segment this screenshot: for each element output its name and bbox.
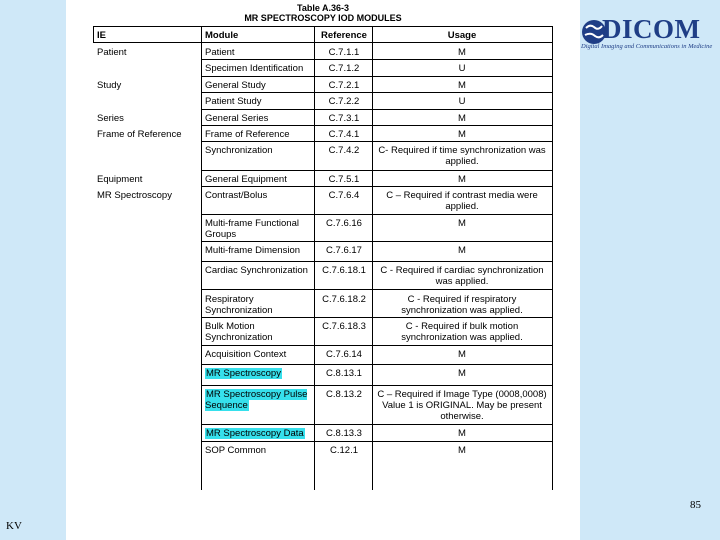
row-rule (201, 59, 552, 60)
row-module (205, 129, 313, 140)
column-rule (93, 26, 94, 42)
row-usage: M (458, 428, 466, 439)
row-usage: M (458, 174, 466, 185)
row-reference: C.7.6.14 (326, 349, 362, 360)
row-module (205, 174, 313, 185)
row-usage: M (458, 218, 466, 229)
row-module (205, 63, 313, 74)
row-rule (201, 125, 552, 126)
module-text: Synchronization (205, 145, 273, 156)
column-rule (314, 26, 315, 490)
table-title: Table A.36-3 (296, 3, 350, 13)
row-ie: Series (97, 113, 124, 124)
module-text: Multi-frame Functional Groups (205, 218, 299, 240)
logo-tagline: Digital Imaging and Communications in Medicine (581, 43, 713, 50)
row-ie: Study (97, 80, 122, 91)
header-reference: Reference (321, 30, 367, 41)
row-usage: C – Required if contrast media were applied. (386, 190, 538, 212)
row-module (205, 218, 313, 240)
table-rule (93, 26, 552, 27)
module-text: SOP Common (205, 445, 267, 456)
row-reference: C.7.1.1 (328, 47, 360, 58)
row-reference: C.8.13.3 (326, 428, 362, 439)
column-rule (552, 26, 553, 490)
row-rule (201, 241, 552, 242)
module-text: General Study (205, 80, 266, 91)
row-reference: C.7.6.18.1 (322, 265, 366, 276)
row-reference: C.7.6.17 (326, 245, 362, 256)
module-text: Multi-frame Dimension (205, 245, 301, 256)
row-rule (201, 345, 552, 346)
page-number: 85 (690, 499, 701, 511)
row-reference: C.7.6.18.2 (322, 294, 366, 305)
row-rule (201, 141, 552, 142)
row-rule (201, 317, 552, 318)
row-reference: C.8.13.2 (326, 389, 362, 400)
row-module (205, 47, 313, 58)
row-reference: C.7.6.16 (326, 218, 362, 229)
row-module (205, 294, 313, 316)
row-rule (201, 76, 552, 77)
row-usage: M (458, 245, 466, 256)
row-module (205, 368, 313, 379)
row-module (205, 349, 313, 360)
module-text: MR Spectroscopy Pulse Sequence (205, 389, 308, 411)
row-usage: M (458, 113, 466, 124)
row-rule (201, 385, 552, 386)
module-text: MR Spectroscopy (206, 368, 281, 379)
row-reference: C.7.3.1 (328, 113, 360, 124)
row-reference: C.7.4.2 (328, 145, 360, 156)
row-usage: C - Required if bulk motion synchronization was applied. (401, 321, 523, 343)
module-text: General Series (205, 113, 269, 124)
module-text: General Equipment (205, 174, 287, 185)
row-usage: M (458, 80, 466, 91)
logo-text: DICOM (602, 14, 701, 44)
row-module (205, 190, 313, 201)
row-module (205, 80, 313, 91)
module-text: Cardiac Synchronization (205, 265, 308, 276)
module-text: Patient Study (205, 96, 262, 107)
row-ie: MR Spectroscopy (97, 190, 172, 201)
row-module (205, 389, 313, 411)
row-reference: C.8.13.1 (326, 368, 362, 379)
row-usage: M (458, 349, 466, 360)
row-usage: U (458, 96, 466, 107)
table-subtitle: MR SPECTROSCOPY IOD MODULES (244, 13, 402, 23)
row-usage: U (458, 63, 466, 74)
module-text: Respiratory Synchronization (205, 294, 273, 316)
module-text: Specimen Identification (205, 63, 304, 74)
author-initials: KV (6, 520, 22, 532)
row-module (205, 245, 313, 256)
row-usage: M (458, 445, 466, 456)
row-ie: Frame of Reference (97, 129, 182, 140)
row-rule (201, 214, 552, 215)
module-text: Patient (205, 47, 235, 58)
row-reference: C.7.6.18.3 (322, 321, 366, 332)
row-usage: C – Required if Image Type (0008,0008) Value 1 is ORIGINAL. May be present otherwise. (377, 389, 547, 422)
row-reference: C.7.5.1 (328, 174, 360, 185)
row-ie: Patient (97, 47, 127, 58)
row-module (205, 96, 313, 107)
header-ie: IE (97, 30, 106, 41)
module-text: Bulk Motion Synchronization (205, 321, 273, 343)
row-module (205, 445, 313, 456)
row-reference: C.7.1.2 (328, 63, 360, 74)
header-module: Module (205, 30, 239, 41)
row-reference: C.7.6.4 (328, 190, 360, 201)
row-rule (201, 441, 552, 442)
header-usage: Usage (447, 30, 477, 41)
column-rule (372, 26, 373, 490)
module-text: MR Spectroscopy Data (206, 428, 304, 439)
row-reference: C.7.2.1 (328, 80, 360, 91)
row-rule (201, 261, 552, 262)
row-usage: M (458, 368, 466, 379)
row-rule (201, 109, 552, 110)
table-rule (93, 42, 552, 43)
row-module (205, 428, 313, 439)
row-reference: C.7.4.1 (328, 129, 360, 140)
row-usage: C - Required if respiratory synchronization was applied. (401, 294, 523, 316)
module-text: Acquisition Context (205, 349, 287, 360)
row-reference: C.12.1 (330, 445, 358, 456)
row-rule (201, 92, 552, 93)
row-module (205, 113, 313, 124)
row-rule (201, 170, 552, 171)
row-rule (201, 289, 552, 290)
row-reference: C.7.2.2 (328, 96, 360, 107)
row-usage: C - Required if cardiac synchronization was applied. (380, 265, 544, 287)
module-text: Frame of Reference (205, 129, 290, 140)
row-module (205, 145, 313, 156)
row-usage: M (458, 47, 466, 58)
row-rule (201, 364, 552, 365)
row-ie: Equipment (97, 174, 143, 185)
row-rule (201, 186, 552, 187)
row-module (205, 265, 313, 276)
row-module (205, 321, 313, 343)
row-usage: M (458, 129, 466, 140)
row-rule (201, 424, 552, 425)
row-usage: C- Required if time synchronization was applied. (378, 145, 546, 167)
module-text: Contrast/Bolus (205, 190, 268, 201)
column-rule (201, 26, 202, 490)
